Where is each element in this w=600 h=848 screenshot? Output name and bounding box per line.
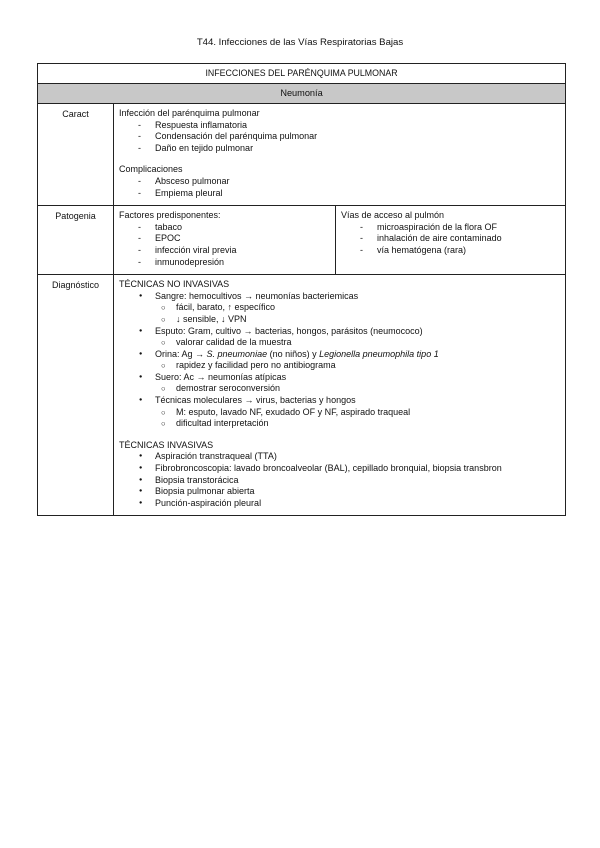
factores-title: Factores predisponentes:	[119, 210, 221, 221]
row-label-diagnostico: Diagnóstico	[38, 275, 114, 516]
orina-species: S. pneumoniae	[206, 348, 268, 359]
caract-content	[114, 104, 566, 206]
list-item: - inhalación de aire contaminado	[341, 233, 560, 245]
invasivas-title: TÉCNICAS INVASIVAS	[119, 439, 214, 450]
table-subheader: Neumonía	[38, 84, 566, 104]
list-item: ● Biopsia transtorácica	[119, 475, 560, 487]
row-label-patogenia: Patogenia	[38, 206, 114, 275]
table-header: INFECCIONES DEL PARÉNQUIMA PULMONAR	[38, 64, 566, 84]
list-item: - Respuesta inflamatoria	[119, 120, 560, 132]
diagnostico-content	[114, 275, 566, 516]
list-item: - Daño en tejido pulmonar	[119, 143, 560, 155]
list-item: ● Punción-aspiración pleural	[119, 498, 560, 510]
list-item: - EPOC	[119, 233, 330, 245]
list-item: - inmunodepresión	[119, 257, 330, 269]
pneumonia-table	[37, 63, 566, 516]
list-item: ● Biopsia pulmonar abierta	[119, 486, 560, 498]
complicaciones-title: Complicaciones	[119, 164, 183, 175]
table-row-caract	[38, 104, 566, 206]
list-item: - Absceso pulmonar	[119, 176, 560, 188]
list-item: ○ ↓ sensible, ↓ VPN	[119, 314, 560, 326]
list-item: ○ demostrar seroconversión	[119, 383, 560, 395]
vias-title: Vías de acceso al pulmón	[341, 210, 445, 221]
list-item: ● Fibrobroncoscopia: lavado broncoalveolar (BAL), cepillado bronquial, biopsia transbron	[119, 463, 560, 475]
list-item: ○ rapidez y facilidad pero no antibiograma	[119, 360, 560, 372]
orina-middle: (no niños) y	[267, 348, 320, 359]
list-item: ● Suero: Ac → neumonías atípicas	[119, 372, 560, 384]
list-item: ● Técnicas moleculares → virus, bacterias y hongos	[119, 395, 560, 407]
factores-column	[114, 206, 336, 274]
table-row-diagnostico	[38, 275, 566, 516]
list-item	[119, 349, 560, 361]
orina-legionella: Legionella pneumophila tipo 1	[319, 348, 439, 359]
list-item: ○ M: esputo, lavado NF, exudado OF y NF, aspirado traqueal	[119, 407, 560, 419]
list-item: - infección viral previa	[119, 245, 330, 257]
list-item: - Empiema pleural	[119, 188, 560, 200]
list-item: ○ valorar calidad de la muestra	[119, 337, 560, 349]
list-item: ○ fácil, barato, ↑ específico	[119, 302, 560, 314]
table-row-patogenia	[38, 206, 566, 275]
patogenia-content	[114, 206, 566, 275]
list-item: - vía hematógena (rara)	[341, 245, 560, 257]
orina-prefix: Orina: Ag →	[155, 348, 207, 359]
vias-column	[336, 206, 565, 274]
list-item: ● Sangre: hemocultivos → neumonías bacteriemicas	[119, 291, 560, 303]
caract-intro: Infección del parénquima pulmonar	[119, 108, 260, 118]
list-item: - tabaco	[119, 222, 330, 234]
list-item: ○ dificultad interpretación	[119, 418, 560, 430]
list-item: - microaspiración de la flora OF	[341, 222, 560, 234]
document-title: T44. Infecciones de las Vías Respiratorias Bajas	[196, 37, 404, 48]
row-label-caract: Caract	[38, 104, 114, 206]
list-item: - Condensación del parénquima pulmonar	[119, 131, 560, 143]
no-invasivas-title: TÉCNICAS NO INVASIVAS	[119, 279, 230, 290]
list-item: ● Aspiración transtraqueal (TTA)	[119, 451, 560, 463]
list-item: ● Esputo: Gram, cultivo → bacterias, hongos, parásitos (neumococo)	[119, 326, 560, 338]
